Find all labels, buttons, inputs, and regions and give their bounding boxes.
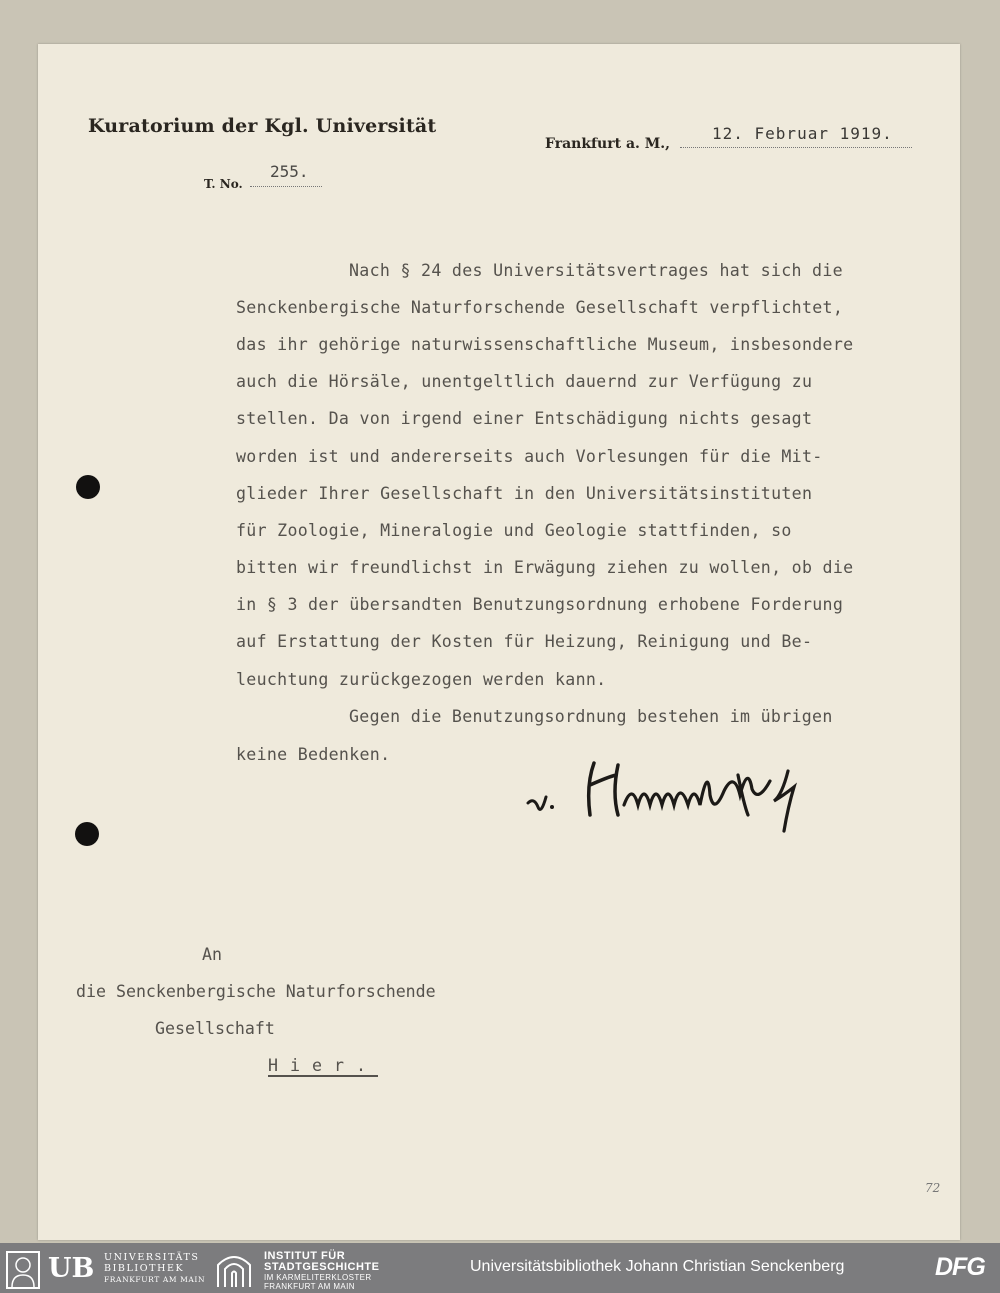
punch-hole-bottom (75, 822, 99, 846)
letter-place: Frankfurt a. M., (545, 136, 671, 152)
body-line: Gegen die Benutzungsordnung bestehen im übrigen (349, 707, 833, 726)
ub-line-3: FRANKFURT AM MAIN (104, 1275, 206, 1284)
footer-library-title[interactable]: Universitätsbibliothek Johann Christian Senckenberg (470, 1258, 845, 1275)
ub-line-2: BIBLIOTHEK (104, 1263, 185, 1274)
handwritten-signature (520, 755, 820, 835)
ub-letters: UB (48, 1253, 95, 1284)
date-underline (680, 147, 912, 148)
ub-line-1: UNIVERSITÄTS (104, 1252, 200, 1263)
ub-text (104, 1252, 205, 1285)
footer-bar (0, 1243, 1000, 1293)
ub-logo[interactable] (6, 1249, 206, 1289)
letter-date: 12. Februar 1919. (712, 124, 893, 143)
isg-line-2: STADTGESCHICHTE (264, 1261, 380, 1273)
address-line-3: Hier. (268, 1056, 378, 1075)
body-line: keine Bedenken. (236, 745, 391, 764)
isg-logo[interactable] (214, 1249, 424, 1289)
isg-text (264, 1251, 379, 1291)
dfg-logo[interactable]: DFG (935, 1253, 985, 1281)
archive-corner-mark: 72 (925, 1181, 941, 1195)
reference-underline (250, 186, 322, 187)
address-line-1: die Senckenbergische Naturforschende (76, 982, 436, 1001)
body-line: worden ist und andererseits auch Vorlesungen für die Mit- (236, 447, 823, 466)
reference-label: T. No. (204, 177, 243, 191)
portrait-icon (6, 1251, 40, 1289)
body-line: Nach § 24 des Universitätsvertrages hat sich die (349, 261, 843, 280)
body-line: in § 3 der übersandten Benutzungsordnung erhobene Forderung (236, 595, 844, 614)
arch-icon (214, 1251, 254, 1287)
body-line: für Zoologie, Mineralogie und Geologie stattfinden, so (236, 521, 792, 540)
reference-number: 255. (270, 162, 309, 181)
punch-hole-top (76, 475, 100, 499)
body-line: auf Erstattung der Kosten für Heizung, Reinigung und Be- (236, 632, 813, 651)
isg-line-3: IM KARMELITERKLOSTER (264, 1273, 372, 1282)
letterhead-organization: Kuratorium der Kgl. Universität (88, 115, 437, 137)
address-to: An (202, 945, 222, 964)
body-line: glieder Ihrer Gesellschaft in den Universitätsinstituten (236, 484, 813, 503)
body-line: auch die Hörsäle, unentgeltlich dauernd zur Verfügung zu (236, 372, 813, 391)
body-line: stellen. Da von irgend einer Entschädigung nichts gesagt (236, 409, 813, 428)
body-line: leuchtung zurückgezogen werden kann. (236, 670, 607, 689)
isg-line-4: FRANKFURT AM MAIN (264, 1282, 355, 1291)
body-line: das ihr gehörige naturwissenschaftliche Museum, insbesondere (236, 335, 854, 354)
address-line-2: Gesellschaft (155, 1019, 275, 1038)
isg-line-1: INSTITUT FÜR (264, 1250, 346, 1262)
body-line: Senckenbergische Naturforschende Gesellschaft verpflichtet, (236, 298, 844, 317)
body-line: bitten wir freundlichst in Erwägung ziehen zu wollen, ob die (236, 558, 854, 577)
